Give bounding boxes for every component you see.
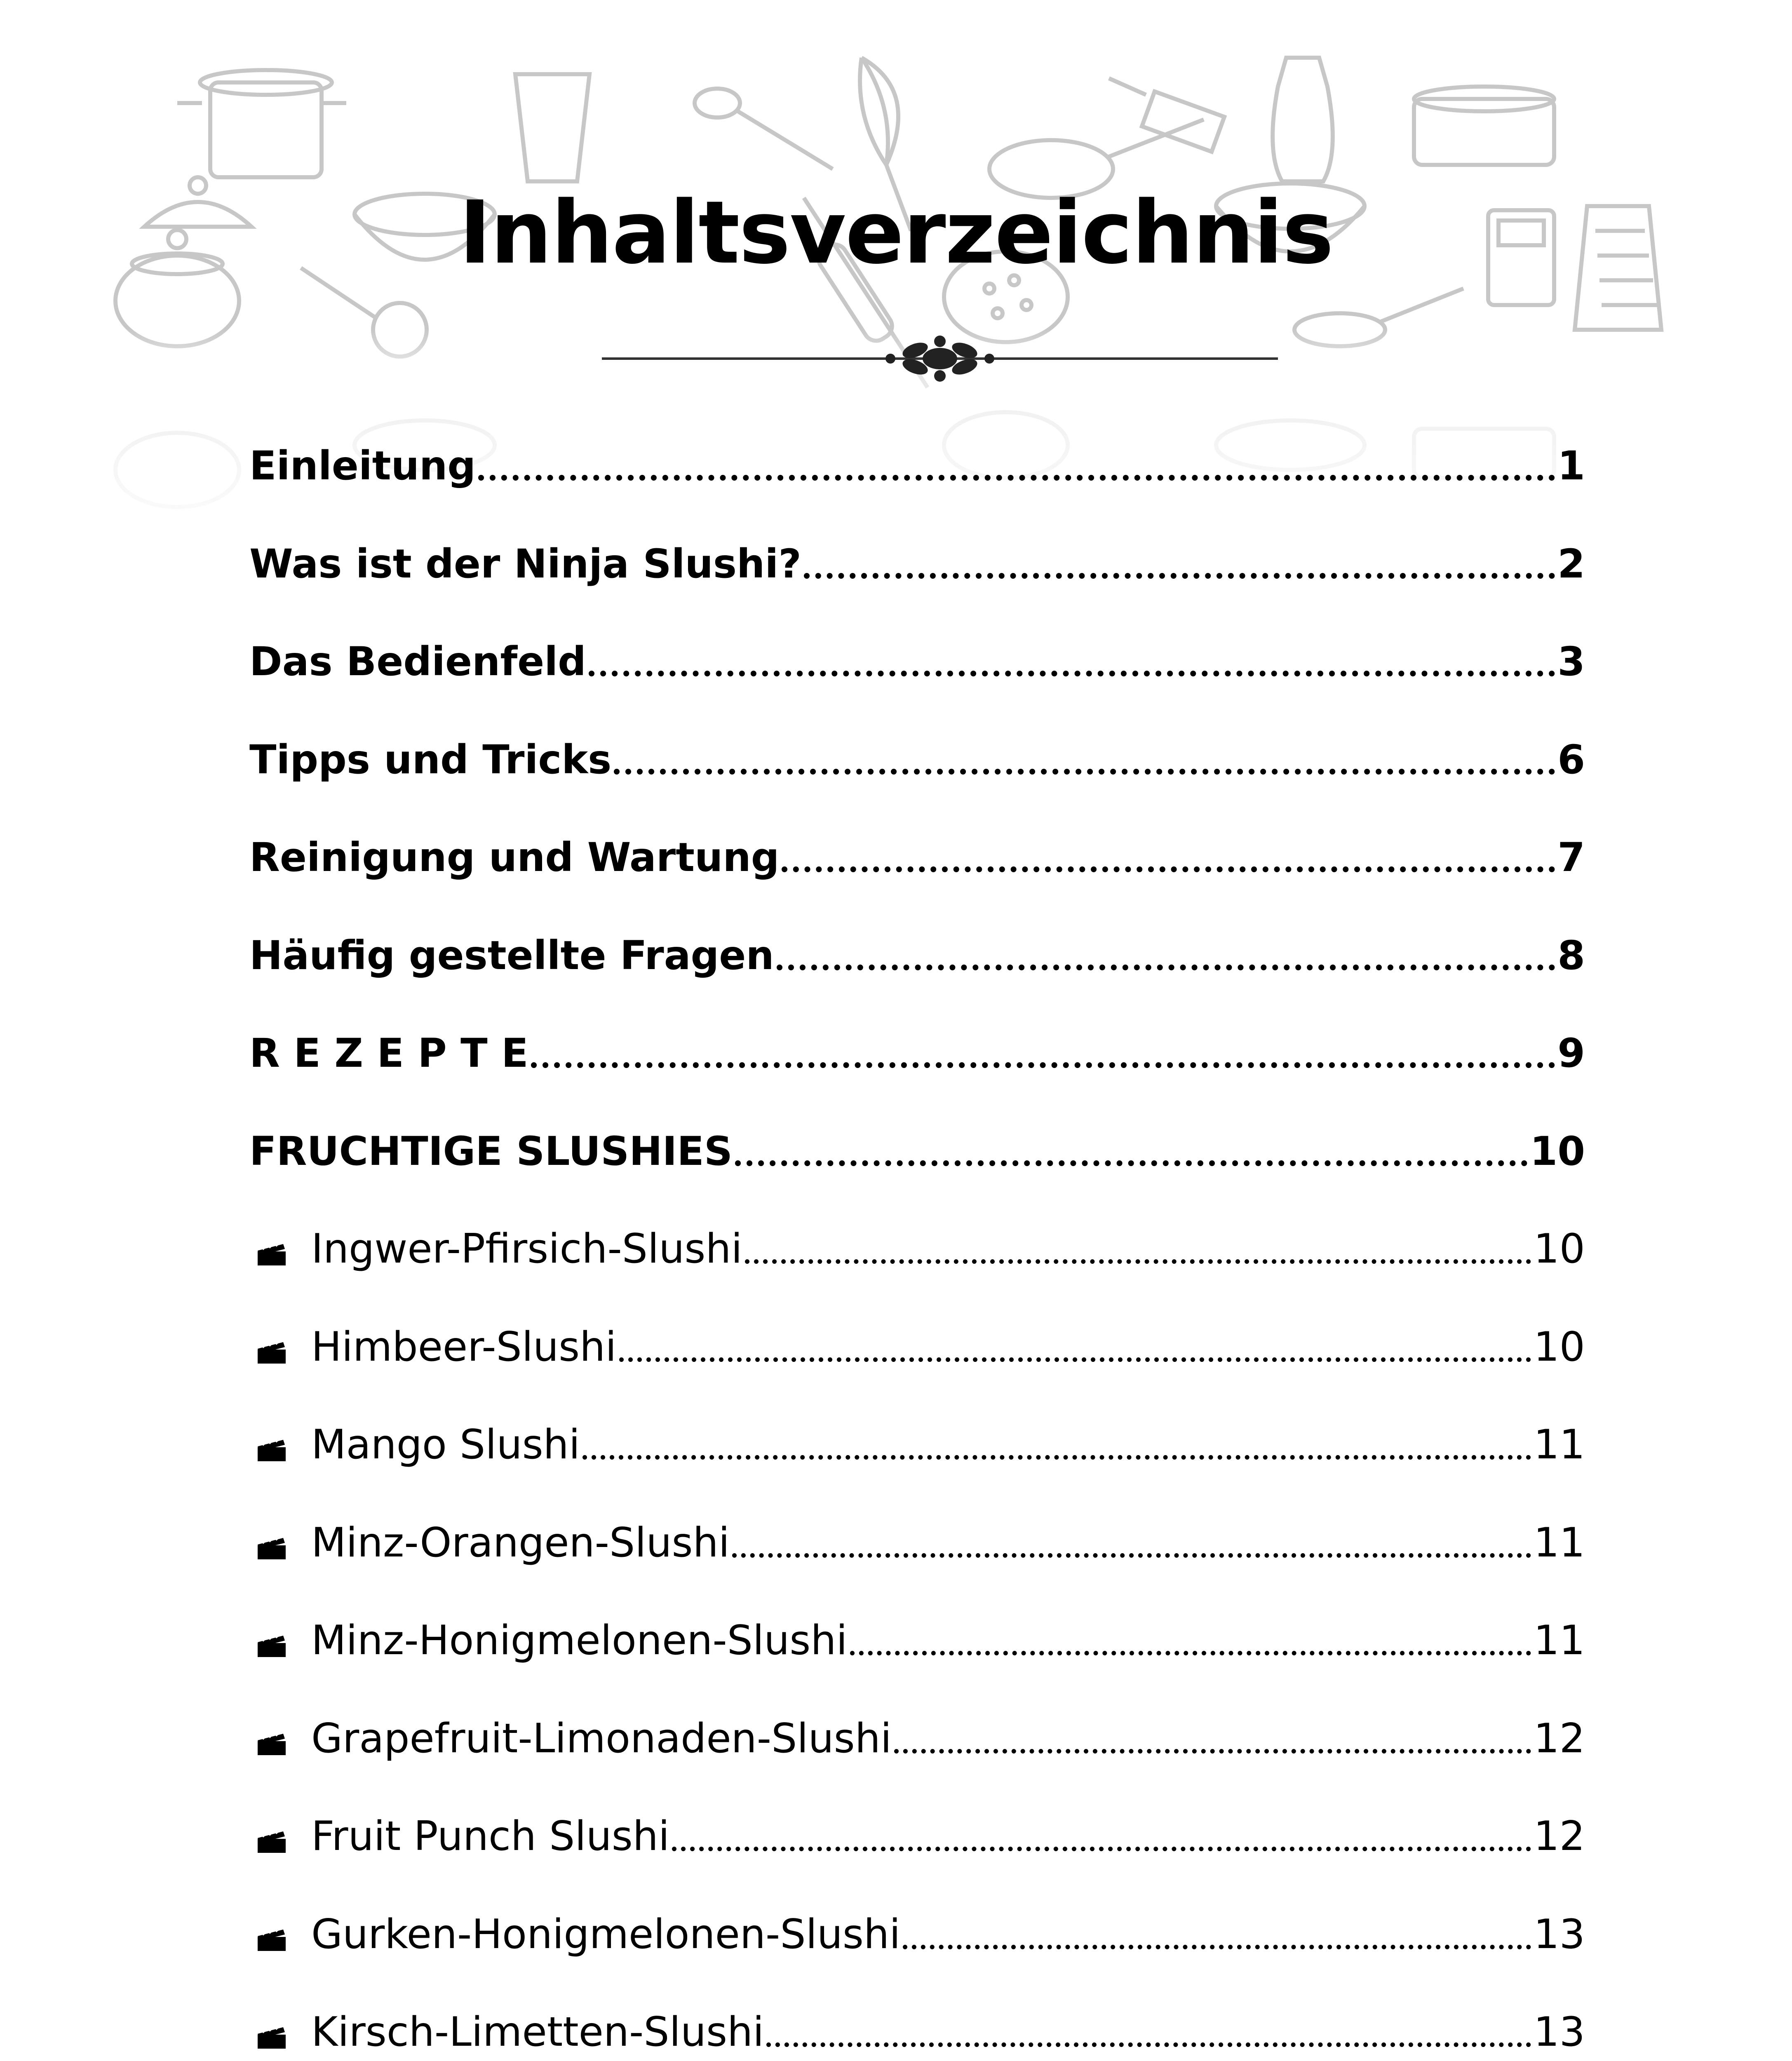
toc-entry[interactable] (249, 527, 1585, 593)
dot-leader (766, 2042, 1531, 2047)
toc-entry[interactable] (249, 1995, 1585, 2061)
toc-entry-page-number: 11 (1534, 1421, 1585, 1468)
dot-leader (732, 1553, 1531, 1558)
toc-entry-page-number: 10 (1530, 1128, 1585, 1174)
dot-leader (478, 475, 1555, 481)
toc-entry-label: Ingwer-Pfirsich-Slushi (311, 1225, 742, 1272)
dot-leader (745, 1259, 1531, 1264)
toc-entry-label: Grapefruit-Limonaden-Slushi (311, 1715, 892, 1762)
dot-leader (850, 1651, 1531, 1655)
clapperboard-icon (257, 1242, 287, 1266)
dot-leader (582, 1455, 1531, 1460)
toc-entry-label: Minz-Honigmelonen-Slushi (311, 1617, 848, 1664)
clapperboard-icon (257, 1437, 287, 1462)
toc-entry[interactable] (249, 820, 1585, 886)
toc-entry-label: Das Bedienfeld (249, 638, 586, 685)
clapperboard-icon (257, 1731, 287, 1756)
toc-entry-label: Tipps und Tricks (249, 736, 612, 783)
toc-entry-label: R E Z E P T E (249, 1030, 528, 1076)
clapperboard-icon (257, 1927, 287, 1952)
toc-entry[interactable] (249, 1016, 1585, 1082)
ornament-divider (602, 334, 1278, 383)
dot-leader (894, 1749, 1531, 1753)
dot-leader (614, 769, 1555, 775)
clapperboard-icon (257, 1535, 287, 1560)
dot-leader (782, 866, 1555, 872)
toc-entry-label: Reinigung und Wartung (249, 834, 780, 880)
clapperboard-icon (257, 1829, 287, 1854)
toc-entry-page-number: 1 (1557, 443, 1585, 489)
toc-entry[interactable] (249, 429, 1585, 495)
toc-entry[interactable] (249, 1114, 1585, 1180)
toc-entry[interactable] (249, 1408, 1585, 1474)
dot-leader (531, 1062, 1555, 1068)
toc-entry[interactable] (249, 624, 1585, 690)
toc-entry-page-number: 12 (1534, 1715, 1585, 1762)
toc-entry-label: Einleitung (249, 443, 476, 489)
toc-entry-page-number: 11 (1534, 1617, 1585, 1664)
toc-entry-page-number: 3 (1557, 638, 1585, 685)
toc-entry-page-number: 13 (1534, 1911, 1585, 1958)
toc-entry-label: Gurken-Honigmelonen-Slushi (311, 1911, 901, 1958)
dot-leader (903, 1945, 1531, 1949)
toc-entry-label: Kirsch-Limetten-Slushi (311, 2009, 764, 2056)
clapperboard-icon (257, 1633, 287, 1658)
dot-leader (619, 1357, 1531, 1362)
toc-entry[interactable] (249, 1799, 1585, 1865)
toc-entry[interactable] (249, 1897, 1585, 1963)
toc-entry-page-number: 7 (1557, 834, 1585, 880)
dot-leader (589, 671, 1555, 676)
toc-entry-label: Häufig gestellte Fragen (249, 932, 774, 979)
toc-entry-label: Fruit Punch Slushi (311, 1813, 670, 1860)
dot-leader (672, 1847, 1531, 1851)
toc-entry-label: Minz-Orangen-Slushi (311, 1519, 730, 1566)
dot-leader (777, 965, 1555, 970)
clapperboard-icon (257, 2025, 287, 2049)
toc-entry-page-number: 2 (1557, 540, 1585, 587)
toc-entry[interactable] (249, 1702, 1585, 1768)
toc-entry-page-number: 9 (1557, 1030, 1585, 1076)
toc-entry-page-number: 11 (1534, 1519, 1585, 1566)
toc-entry[interactable] (249, 918, 1585, 984)
toc-entry-page-number: 6 (1557, 736, 1585, 783)
toc-entry[interactable] (249, 1506, 1585, 1572)
clapperboard-icon (257, 1340, 287, 1364)
toc-entry-label: Himbeer-Slushi (311, 1323, 617, 1371)
toc-entry-label: Was ist der Ninja Slushi? (249, 540, 801, 587)
toc-entry-page-number: 13 (1534, 2009, 1585, 2056)
toc-entry[interactable] (249, 1212, 1585, 1278)
toc-entry[interactable] (249, 1310, 1585, 1376)
page-title: Inhaltsverzeichnis (459, 182, 1333, 283)
toc-entry-page-number: 10 (1534, 1225, 1585, 1272)
toc-entry-page-number: 10 (1534, 1323, 1585, 1371)
toc-entry[interactable] (249, 723, 1585, 789)
dot-leader (804, 573, 1555, 579)
toc-entry-page-number: 8 (1557, 932, 1585, 979)
toc-entry-label: Mango Slushi (311, 1421, 580, 1468)
toc-entry-page-number: 12 (1534, 1813, 1585, 1860)
toc-entry-label: FRUCHTIGE SLUSHIES (249, 1128, 733, 1174)
dot-leader (735, 1160, 1527, 1166)
toc-entry[interactable] (249, 1603, 1585, 1669)
